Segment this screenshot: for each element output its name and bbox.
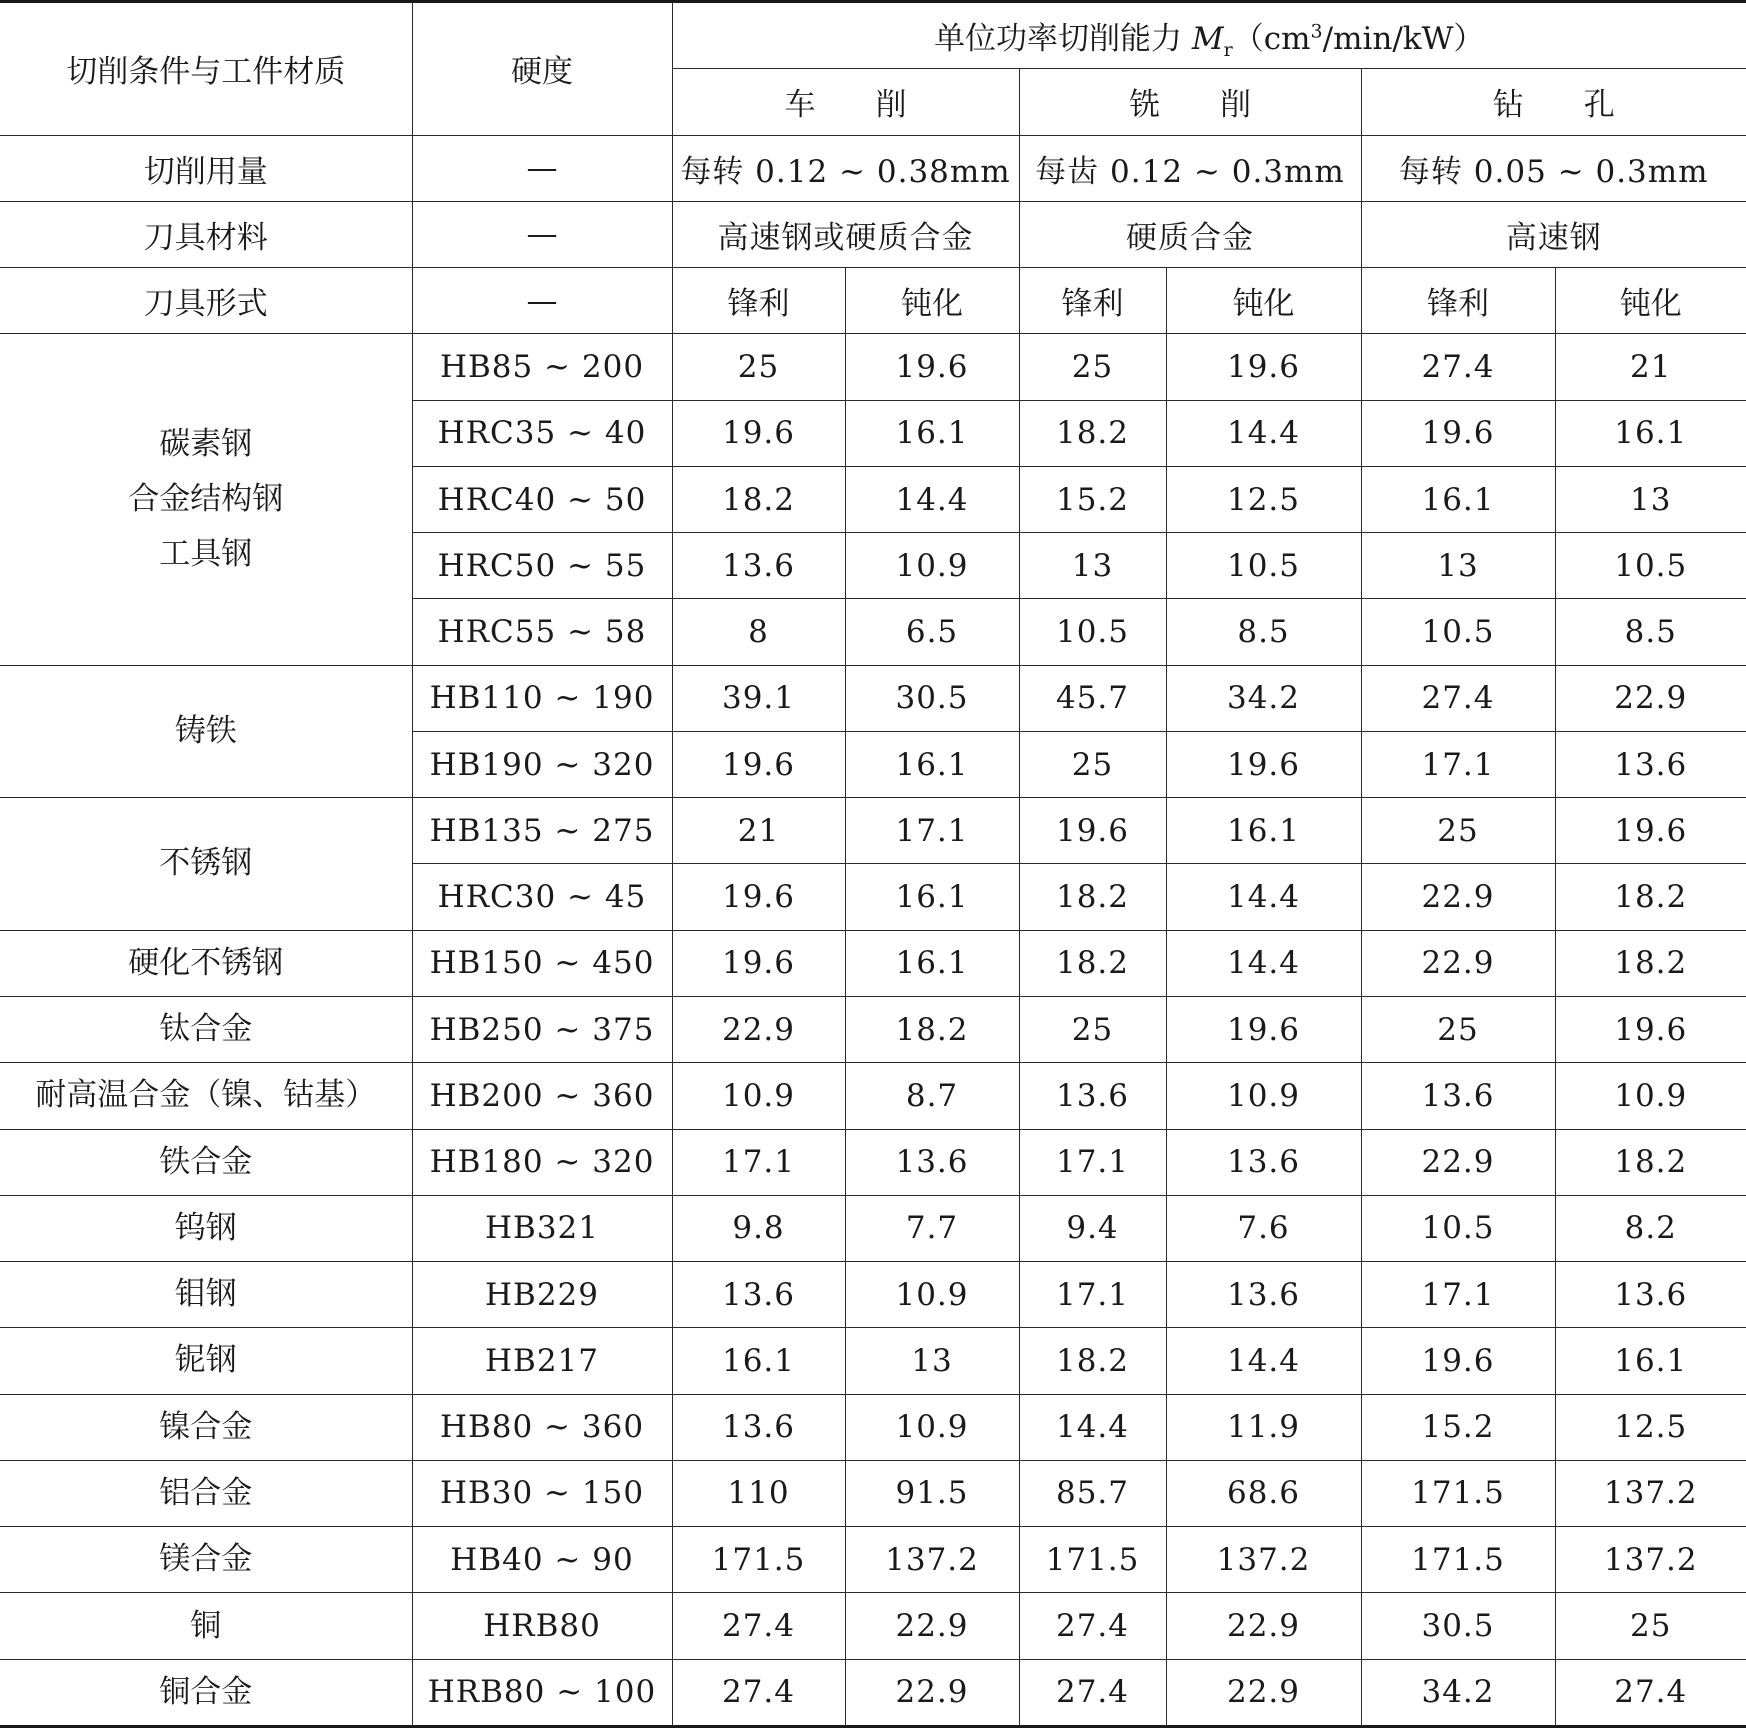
tool-form-hardness: — — [412, 268, 672, 334]
material-name-line: 钨钢 — [174, 1209, 237, 1246]
value-cell: 16.1 — [845, 864, 1019, 930]
material-cell — [0, 1129, 412, 1195]
value-cell: 19.6 — [1019, 798, 1166, 864]
setup-label: 刀具材料 — [0, 201, 412, 267]
table-row — [0, 334, 1746, 400]
value-cell: 17.1 — [1019, 1262, 1166, 1328]
table-row — [0, 1460, 1746, 1526]
material-name-line: 碳素钢 — [159, 426, 253, 462]
value-cell: 21 — [672, 798, 845, 864]
tool-form-dull: 钝化 — [1555, 268, 1746, 334]
header-row-1 — [0, 2, 1746, 69]
value-cell: 171.5 — [1361, 1460, 1555, 1526]
value-cell: 18.2 — [1019, 400, 1166, 466]
capacity-title-text: 单位功率切削能力 — [934, 21, 1192, 58]
value-cell: 137.2 — [845, 1527, 1019, 1593]
material-cell — [0, 1659, 412, 1726]
value-cell: 10.9 — [845, 1394, 1019, 1460]
setup-row — [0, 135, 1746, 201]
header-hardness: 硬度 — [412, 2, 672, 136]
value-cell: 7.7 — [845, 1195, 1019, 1261]
value-cell: 27.4 — [1361, 334, 1555, 400]
hardness-cell: HB321 — [412, 1195, 672, 1261]
value-cell: 22.9 — [1166, 1659, 1361, 1726]
material-cell — [0, 1262, 412, 1328]
value-cell: 22.9 — [1555, 665, 1746, 731]
hardness-cell: HB80 ~ 360 — [412, 1394, 672, 1460]
value-cell: 18.2 — [1555, 1129, 1746, 1195]
capacity-unit-close: /min/kW） — [1322, 21, 1485, 58]
value-cell: 171.5 — [1361, 1527, 1555, 1593]
value-cell: 27.4 — [1019, 1593, 1166, 1659]
setup-drilling: 高速钢 — [1361, 201, 1746, 267]
value-cell: 27.4 — [672, 1659, 845, 1726]
value-cell: 15.2 — [1019, 466, 1166, 532]
table-row — [0, 1262, 1746, 1328]
material-name-line: 铁合金 — [159, 1143, 253, 1180]
value-cell: 16.1 — [1555, 1328, 1746, 1394]
value-cell: 14.4 — [1166, 400, 1361, 466]
value-cell: 25 — [1019, 997, 1166, 1063]
material-cell — [0, 1063, 412, 1129]
value-cell: 10.9 — [845, 1262, 1019, 1328]
value-cell: 13.6 — [1166, 1129, 1361, 1195]
material-cell — [0, 997, 412, 1063]
value-cell: 6.5 — [845, 599, 1019, 665]
setup-turning: 高速钢或硬质合金 — [672, 201, 1019, 267]
setup-hardness: — — [412, 135, 672, 201]
value-cell: 45.7 — [1019, 665, 1166, 731]
value-cell: 14.4 — [845, 466, 1019, 532]
value-cell: 19.6 — [845, 334, 1019, 400]
value-cell: 17.1 — [1019, 1129, 1166, 1195]
value-cell: 137.2 — [1555, 1460, 1746, 1526]
value-cell: 39.1 — [672, 665, 845, 731]
hardness-cell: HB150 ~ 450 — [412, 930, 672, 996]
value-cell: 171.5 — [1019, 1527, 1166, 1593]
value-cell: 18.2 — [1019, 1328, 1166, 1394]
material-name-line: 钛合金 — [159, 1011, 253, 1048]
value-cell: 19.6 — [1555, 997, 1746, 1063]
hardness-cell: HB85 ~ 200 — [412, 334, 672, 400]
value-cell: 16.1 — [1555, 400, 1746, 466]
hardness-cell: HB135 ~ 275 — [412, 798, 672, 864]
material-name-line: 耐高温合金（镍、钴基） — [35, 1077, 377, 1114]
material-cell — [0, 1394, 412, 1460]
value-cell: 8.2 — [1555, 1195, 1746, 1261]
material-name-line: 不锈钢 — [159, 845, 253, 882]
value-cell: 19.6 — [1166, 334, 1361, 400]
material-cell — [0, 665, 412, 798]
tool-form-dull: 钝化 — [845, 268, 1019, 334]
hardness-cell: HRC50 ~ 55 — [412, 533, 672, 599]
hardness-cell: HB190 ~ 320 — [412, 731, 672, 797]
value-cell: 17.1 — [1361, 731, 1555, 797]
hardness-cell: HB110 ~ 190 — [412, 665, 672, 731]
value-cell: 19.6 — [1166, 997, 1361, 1063]
material-cell — [0, 1527, 412, 1593]
header-drilling: 钻孔 — [1361, 69, 1746, 135]
hardness-cell: HB200 ~ 360 — [412, 1063, 672, 1129]
value-cell: 12.5 — [1555, 1394, 1746, 1460]
value-cell: 8.5 — [1555, 599, 1746, 665]
value-cell: 110 — [672, 1460, 845, 1526]
value-cell: 25 — [1019, 731, 1166, 797]
tool-form-sharp: 锋利 — [1361, 268, 1555, 334]
value-cell: 11.9 — [1166, 1394, 1361, 1460]
value-cell: 21 — [1555, 334, 1746, 400]
value-cell: 19.6 — [1361, 1328, 1555, 1394]
value-cell: 13.6 — [1361, 1063, 1555, 1129]
material-name-line: 铜 — [190, 1607, 222, 1644]
value-cell: 16.1 — [1361, 466, 1555, 532]
table-row — [0, 1195, 1746, 1261]
value-cell: 8.7 — [845, 1063, 1019, 1129]
value-cell: 16.1 — [845, 930, 1019, 996]
value-cell: 171.5 — [672, 1527, 845, 1593]
value-cell: 27.4 — [672, 1593, 845, 1659]
value-cell: 14.4 — [1166, 1328, 1361, 1394]
material-cell — [0, 334, 412, 665]
value-cell: 19.6 — [672, 400, 845, 466]
value-cell: 137.2 — [1555, 1527, 1746, 1593]
value-cell: 10.5 — [1019, 599, 1166, 665]
setup-label: 切削用量 — [0, 135, 412, 201]
value-cell: 18.2 — [845, 997, 1019, 1063]
value-cell: 9.8 — [672, 1195, 845, 1261]
value-cell: 22.9 — [1361, 864, 1555, 930]
value-cell: 14.4 — [1166, 930, 1361, 996]
value-cell: 16.1 — [1166, 798, 1361, 864]
value-cell: 34.2 — [1166, 665, 1361, 731]
value-cell: 18.2 — [1019, 864, 1166, 930]
value-cell: 22.9 — [1361, 930, 1555, 996]
value-cell: 16.1 — [845, 731, 1019, 797]
value-cell: 25 — [1361, 997, 1555, 1063]
value-cell: 13 — [845, 1328, 1019, 1394]
value-cell: 18.2 — [1555, 930, 1746, 996]
value-cell: 19.6 — [1361, 400, 1555, 466]
material-cell — [0, 1195, 412, 1261]
value-cell: 30.5 — [1361, 1593, 1555, 1659]
material-name-line: 铜合金 — [159, 1673, 253, 1710]
value-cell: 34.2 — [1361, 1659, 1555, 1726]
value-cell: 12.5 — [1166, 466, 1361, 532]
table-row — [0, 798, 1746, 864]
table-row — [0, 1593, 1746, 1659]
value-cell: 10.5 — [1555, 533, 1746, 599]
value-cell: 7.6 — [1166, 1195, 1361, 1261]
value-cell: 18.2 — [1555, 864, 1746, 930]
tool-form-dull: 钝化 — [1166, 268, 1361, 334]
hardness-cell: HRC40 ~ 50 — [412, 466, 672, 532]
capacity-unit-superscript: 3 — [1310, 20, 1323, 43]
hardness-cell: HB180 ~ 320 — [412, 1129, 672, 1195]
material-name-line: 镁合金 — [159, 1541, 253, 1578]
value-cell: 85.7 — [1019, 1460, 1166, 1526]
header-turning: 车削 — [672, 69, 1019, 135]
value-cell: 68.6 — [1166, 1460, 1361, 1526]
value-cell: 13.6 — [1555, 731, 1746, 797]
material-name-line: 工具钢 — [159, 536, 253, 572]
tool-form-sharp: 锋利 — [672, 268, 845, 334]
table-row — [0, 1659, 1746, 1726]
value-cell: 19.6 — [1555, 798, 1746, 864]
capacity-unit-open: （cm — [1232, 21, 1311, 58]
hardness-cell: HB250 ~ 375 — [412, 997, 672, 1063]
value-cell: 10.9 — [672, 1063, 845, 1129]
value-cell: 13 — [1555, 466, 1746, 532]
material-name-line: 硬化不锈钢 — [128, 944, 284, 981]
value-cell: 10.9 — [845, 533, 1019, 599]
table-row — [0, 1063, 1746, 1129]
value-cell: 25 — [1361, 798, 1555, 864]
value-cell: 10.5 — [1166, 533, 1361, 599]
material-name-line: 镍合金 — [159, 1408, 253, 1445]
setup-milling: 硬质合金 — [1019, 201, 1361, 267]
table-row — [0, 1328, 1746, 1394]
value-cell: 25 — [1555, 1593, 1746, 1659]
table-body — [0, 2, 1746, 1727]
header-capacity-title — [672, 2, 1746, 69]
value-cell: 13.6 — [672, 1262, 845, 1328]
hardness-cell: HRC35 ~ 40 — [412, 400, 672, 466]
value-cell: 137.2 — [1166, 1527, 1361, 1593]
value-cell: 25 — [672, 334, 845, 400]
value-cell: 22.9 — [845, 1593, 1019, 1659]
material-cell — [0, 1328, 412, 1394]
value-cell: 13.6 — [1555, 1262, 1746, 1328]
hardness-cell: HB229 — [412, 1262, 672, 1328]
value-cell: 27.4 — [1361, 665, 1555, 731]
material-cell — [0, 1593, 412, 1659]
setup-row — [0, 201, 1746, 267]
hardness-cell: HRC55 ~ 58 — [412, 599, 672, 665]
value-cell: 13.6 — [1166, 1262, 1361, 1328]
material-name-line: 铸铁 — [174, 712, 237, 749]
value-cell: 22.9 — [672, 997, 845, 1063]
value-cell: 17.1 — [1361, 1262, 1555, 1328]
table-row — [0, 1527, 1746, 1593]
value-cell: 14.4 — [1019, 1394, 1166, 1460]
material-cell — [0, 798, 412, 931]
hardness-cell: HRB80 ~ 100 — [412, 1659, 672, 1726]
setup-drilling: 每转 0.05 ~ 0.3mm — [1361, 135, 1746, 201]
value-cell: 27.4 — [1555, 1659, 1746, 1726]
value-cell: 16.1 — [672, 1328, 845, 1394]
table-row — [0, 665, 1746, 731]
material-cell — [0, 1460, 412, 1526]
value-cell: 19.6 — [672, 930, 845, 996]
material-name-line: 铝合金 — [159, 1474, 253, 1511]
value-cell: 18.2 — [672, 466, 845, 532]
capacity-symbol: M — [1191, 21, 1224, 58]
value-cell: 16.1 — [845, 400, 1019, 466]
hardness-cell: HRC30 ~ 45 — [412, 864, 672, 930]
value-cell: 13.6 — [1019, 1063, 1166, 1129]
value-cell: 10.5 — [1361, 599, 1555, 665]
value-cell: 91.5 — [845, 1460, 1019, 1526]
value-cell: 15.2 — [1361, 1394, 1555, 1460]
value-cell: 9.4 — [1019, 1195, 1166, 1261]
value-cell: 19.6 — [672, 864, 845, 930]
material-cell — [0, 930, 412, 996]
value-cell: 18.2 — [1019, 930, 1166, 996]
value-cell: 8.5 — [1166, 599, 1361, 665]
tool-form-sharp: 锋利 — [1019, 268, 1166, 334]
tool-form-row — [0, 268, 1746, 334]
value-cell: 13.6 — [672, 533, 845, 599]
value-cell: 13 — [1019, 533, 1166, 599]
value-cell: 13.6 — [845, 1129, 1019, 1195]
value-cell: 10.5 — [1361, 1195, 1555, 1261]
value-cell: 27.4 — [1019, 1659, 1166, 1726]
value-cell: 13.6 — [672, 1394, 845, 1460]
table-row — [0, 1129, 1746, 1195]
value-cell: 22.9 — [845, 1659, 1019, 1726]
value-cell: 19.6 — [1166, 731, 1361, 797]
table-row — [0, 997, 1746, 1063]
capacity-symbol-subscript: r — [1223, 39, 1233, 62]
hardness-cell: HRB80 — [412, 1593, 672, 1659]
value-cell: 13 — [1361, 533, 1555, 599]
value-cell: 17.1 — [672, 1129, 845, 1195]
value-cell: 22.9 — [1166, 1593, 1361, 1659]
value-cell: 30.5 — [845, 665, 1019, 731]
material-name-line: 合金结构钢 — [128, 481, 284, 517]
material-name-line: 铌钢 — [174, 1342, 237, 1379]
value-cell: 17.1 — [845, 798, 1019, 864]
setup-hardness: — — [412, 201, 672, 267]
table-row — [0, 1394, 1746, 1460]
header-condition: 切削条件与工件材质 — [0, 2, 412, 136]
hardness-cell: HB40 ~ 90 — [412, 1527, 672, 1593]
value-cell: 10.9 — [1166, 1063, 1361, 1129]
material-name-line: 钼钢 — [174, 1276, 237, 1313]
setup-milling: 每齿 0.12 ~ 0.3mm — [1019, 135, 1361, 201]
value-cell: 14.4 — [1166, 864, 1361, 930]
tool-form-label: 刀具形式 — [0, 268, 412, 334]
value-cell: 25 — [1019, 334, 1166, 400]
header-milling: 铣削 — [1019, 69, 1361, 135]
table-row — [0, 930, 1746, 996]
hardness-cell: HB217 — [412, 1328, 672, 1394]
value-cell: 19.6 — [672, 731, 845, 797]
value-cell: 22.9 — [1361, 1129, 1555, 1195]
hardness-cell: HB30 ~ 150 — [412, 1460, 672, 1526]
value-cell: 8 — [672, 599, 845, 665]
setup-turning: 每转 0.12 ~ 0.38mm — [672, 135, 1019, 201]
value-cell: 10.9 — [1555, 1063, 1746, 1129]
